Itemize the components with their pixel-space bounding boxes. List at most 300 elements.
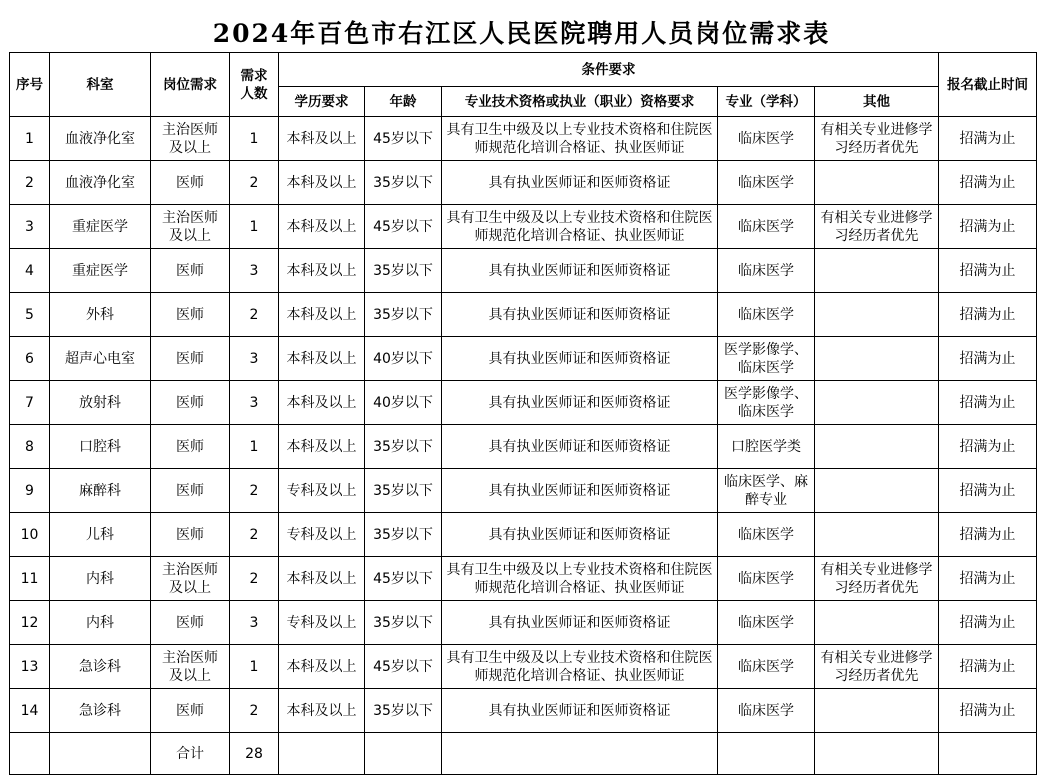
cell-other (815, 249, 939, 293)
cell-major-text: 临床医学 (738, 658, 794, 675)
cell-deadline-text: 招满为止 (959, 350, 1016, 367)
cell-education-text: 本科及以上 (286, 702, 357, 719)
cell-dept (50, 205, 151, 249)
total-empty-6 (939, 733, 1037, 775)
cell-deadline-text: 招满为止 (959, 130, 1016, 147)
cell-age (365, 205, 442, 249)
cell-major-text: 临床医学 (738, 262, 794, 279)
cell-count (230, 337, 279, 381)
cell-major (718, 117, 815, 161)
cell-education-text: 本科及以上 (286, 262, 357, 279)
cell-age-text: 35岁以下 (373, 482, 433, 499)
cell-education (279, 205, 365, 249)
cell-deadline (939, 557, 1037, 601)
cell-age-text: 35岁以下 (373, 702, 433, 719)
total-row (10, 733, 1037, 775)
cell-education-text: 本科及以上 (286, 570, 357, 587)
cell-qualification (442, 337, 718, 381)
cell-count (230, 469, 279, 513)
cell-seq (10, 293, 50, 337)
cell-position (151, 645, 230, 689)
cell-major-text: 临床医学 (738, 614, 794, 631)
cell-major (718, 425, 815, 469)
cell-position (151, 337, 230, 381)
cell-dept-text: 重症医学 (72, 218, 128, 235)
cell-education-text: 专科及以上 (286, 482, 357, 499)
cell-count (230, 205, 279, 249)
cell-age (365, 161, 442, 205)
cell-education (279, 601, 365, 645)
cell-count (230, 161, 279, 205)
cell-education-text: 专科及以上 (286, 614, 357, 631)
cell-other (815, 337, 939, 381)
cell-qualification-text: 具有执业医师证和医师资格证 (488, 438, 671, 455)
cell-dept (50, 601, 151, 645)
cell-deadline (939, 513, 1037, 557)
header-dept: 科室 (50, 53, 151, 117)
cell-other (815, 425, 939, 469)
header-age: 年龄 (365, 87, 442, 117)
cell-deadline-text: 招满为止 (959, 174, 1016, 191)
cell-position-text: 医师 (176, 306, 204, 323)
cell-seq-text: 10 (20, 526, 39, 543)
cell-count (230, 645, 279, 689)
table-row (10, 249, 1037, 293)
cell-deadline-text: 招满为止 (959, 438, 1016, 455)
cell-deadline (939, 161, 1037, 205)
cell-seq (10, 117, 50, 161)
total-empty-2 (365, 733, 442, 775)
cell-count (230, 249, 279, 293)
cell-position-text: 医师 (176, 350, 204, 367)
cell-qualification (442, 293, 718, 337)
cell-other (815, 557, 939, 601)
cell-count-text: 2 (249, 482, 259, 499)
cell-major-text: 医学影像学、临床医学 (724, 341, 808, 376)
cell-position-text: 主治医师及以上 (162, 649, 218, 684)
cell-age (365, 645, 442, 689)
cell-seq-text: 13 (20, 658, 39, 675)
cell-seq (10, 645, 50, 689)
cell-count-text: 1 (249, 438, 259, 455)
cell-age (365, 469, 442, 513)
cell-dept (50, 381, 151, 425)
cell-position (151, 117, 230, 161)
cell-education (279, 117, 365, 161)
cell-dept-text: 内科 (86, 570, 114, 587)
cell-deadline (939, 117, 1037, 161)
cell-position-text: 医师 (176, 614, 204, 631)
cell-education (279, 293, 365, 337)
cell-qualification-text: 具有执业医师证和医师资格证 (488, 702, 671, 719)
total-dept-cell (50, 733, 151, 775)
cell-seq (10, 469, 50, 513)
cell-qualification-text: 具有执业医师证和医师资格证 (488, 614, 671, 631)
cell-deadline-text: 招满为止 (959, 570, 1016, 587)
cell-deadline-text: 招满为止 (959, 702, 1016, 719)
cell-education (279, 469, 365, 513)
cell-major (718, 161, 815, 205)
cell-dept-text: 血液净化室 (65, 174, 135, 191)
cell-major-text: 临床医学 (738, 570, 794, 587)
cell-education-text: 本科及以上 (286, 306, 357, 323)
cell-deadline-text: 招满为止 (959, 306, 1016, 323)
cell-education-text: 本科及以上 (286, 218, 357, 235)
cell-dept-text: 急诊科 (79, 702, 121, 719)
table-row (10, 425, 1037, 469)
total-empty-5 (815, 733, 939, 775)
header-count (230, 53, 279, 117)
cell-age-text: 35岁以下 (373, 614, 433, 631)
header-row-1 (10, 53, 1037, 87)
table-row (10, 513, 1037, 557)
cell-deadline (939, 469, 1037, 513)
cell-seq-text: 8 (25, 438, 34, 455)
cell-age (365, 513, 442, 557)
cell-qualification (442, 469, 718, 513)
cell-major-text: 临床医学、麻醉专业 (724, 473, 808, 508)
total-count: 28 (230, 733, 279, 775)
cell-other-text: 有相关专业进修学习经历者优先 (820, 649, 933, 684)
cell-qualification-text: 具有执业医师证和医师资格证 (488, 174, 671, 191)
cell-seq-text: 7 (25, 394, 34, 411)
cell-other (815, 161, 939, 205)
cell-dept (50, 425, 151, 469)
total-empty-3 (442, 733, 718, 775)
cell-qualification (442, 689, 718, 733)
cell-count (230, 117, 279, 161)
cell-age (365, 689, 442, 733)
cell-deadline-text: 招满为止 (959, 526, 1016, 543)
cell-major-text: 临床医学 (738, 174, 794, 191)
cell-deadline (939, 205, 1037, 249)
cell-position-text: 医师 (176, 262, 204, 279)
recruitment-table (9, 52, 1037, 775)
cell-count-text: 3 (249, 614, 259, 631)
cell-dept (50, 513, 151, 557)
cell-qualification (442, 425, 718, 469)
cell-count (230, 293, 279, 337)
cell-seq-text: 5 (25, 306, 34, 323)
cell-dept-text: 儿科 (86, 526, 114, 543)
cell-age (365, 557, 442, 601)
cell-count-text: 2 (249, 306, 259, 323)
header-position: 岗位需求 (151, 53, 230, 117)
cell-age-text: 35岁以下 (373, 262, 433, 279)
cell-other (815, 381, 939, 425)
cell-dept (50, 689, 151, 733)
cell-education-text: 本科及以上 (286, 394, 357, 411)
cell-qualification (442, 557, 718, 601)
cell-position (151, 205, 230, 249)
cell-qualification (442, 645, 718, 689)
cell-qualification-text: 具有卫生中级及以上专业技术资格和住院医师规范化培训合格证、执业医师证 (446, 209, 713, 244)
cell-dept-text: 超声心电室 (65, 350, 135, 367)
cell-dept (50, 117, 151, 161)
cell-position-text: 主治医师及以上 (162, 209, 218, 244)
cell-major (718, 293, 815, 337)
cell-seq-text: 11 (20, 570, 39, 587)
cell-deadline (939, 645, 1037, 689)
cell-count-text: 3 (249, 394, 259, 411)
cell-education-text: 专科及以上 (286, 526, 357, 543)
cell-education (279, 381, 365, 425)
cell-position-text: 医师 (176, 438, 204, 455)
cell-major (718, 513, 815, 557)
cell-education-text: 本科及以上 (286, 658, 357, 675)
cell-major-text: 临床医学 (738, 218, 794, 235)
cell-position (151, 513, 230, 557)
cell-age (365, 337, 442, 381)
cell-major (718, 205, 815, 249)
cell-age-text: 35岁以下 (373, 306, 433, 323)
cell-education (279, 161, 365, 205)
header-deadline: 报名截止时间 (939, 53, 1037, 117)
cell-education (279, 425, 365, 469)
cell-major (718, 249, 815, 293)
cell-count-text: 3 (249, 350, 259, 367)
cell-count-text: 1 (249, 130, 259, 147)
cell-dept (50, 249, 151, 293)
total-empty-1 (279, 733, 365, 775)
cell-position (151, 689, 230, 733)
cell-age (365, 425, 442, 469)
cell-seq (10, 601, 50, 645)
table-row (10, 689, 1037, 733)
cell-major-text: 医学影像学、临床医学 (724, 385, 808, 420)
cell-seq (10, 381, 50, 425)
cell-education (279, 513, 365, 557)
table-row (10, 381, 1037, 425)
cell-other-text: 有相关专业进修学习经历者优先 (820, 209, 933, 244)
cell-dept (50, 469, 151, 513)
cell-dept (50, 161, 151, 205)
cell-seq (10, 689, 50, 733)
cell-deadline-text: 招满为止 (959, 394, 1016, 411)
cell-other (815, 469, 939, 513)
cell-other (815, 645, 939, 689)
cell-qualification-text: 具有卫生中级及以上专业技术资格和住院医师规范化培训合格证、执业医师证 (446, 561, 713, 596)
cell-education-text: 本科及以上 (286, 130, 357, 147)
cell-deadline (939, 293, 1037, 337)
cell-age-text: 45岁以下 (373, 570, 433, 587)
cell-seq-text: 6 (25, 350, 34, 367)
cell-other (815, 117, 939, 161)
cell-position-text: 医师 (176, 702, 204, 719)
cell-education (279, 557, 365, 601)
cell-age-text: 45岁以下 (373, 130, 433, 147)
cell-major-text: 临床医学 (738, 130, 794, 147)
cell-dept-text: 口腔科 (79, 438, 121, 455)
cell-seq-text: 1 (25, 130, 34, 147)
cell-qualification-text: 具有卫生中级及以上专业技术资格和住院医师规范化培训合格证、执业医师证 (446, 649, 713, 684)
header-major: 专业（学科） (718, 87, 815, 117)
cell-qualification (442, 513, 718, 557)
cell-position (151, 557, 230, 601)
cell-position (151, 425, 230, 469)
cell-dept-text: 重症医学 (72, 262, 128, 279)
table-row (10, 337, 1037, 381)
cell-major (718, 469, 815, 513)
cell-age-text: 45岁以下 (373, 658, 433, 675)
cell-seq-text: 4 (25, 262, 34, 279)
cell-qualification-text: 具有执业医师证和医师资格证 (488, 526, 671, 543)
header-seq: 序号 (10, 53, 50, 117)
cell-dept-text: 血液净化室 (65, 130, 135, 147)
cell-major-text: 口腔医学类 (731, 438, 801, 455)
cell-position (151, 381, 230, 425)
cell-deadline-text: 招满为止 (959, 482, 1016, 499)
cell-deadline (939, 249, 1037, 293)
cell-position (151, 293, 230, 337)
cell-deadline-text: 招满为止 (959, 614, 1016, 631)
cell-seq (10, 425, 50, 469)
table-body (10, 117, 1037, 733)
cell-qualification-text: 具有卫生中级及以上专业技术资格和住院医师规范化培训合格证、执业医师证 (446, 121, 713, 156)
cell-count-text: 1 (249, 218, 259, 235)
cell-count-text: 1 (249, 658, 259, 675)
cell-seq (10, 249, 50, 293)
cell-seq-text: 12 (20, 614, 39, 631)
cell-seq (10, 161, 50, 205)
cell-dept-text: 麻醉科 (79, 482, 121, 499)
table-row (10, 601, 1037, 645)
header-count-label: 需求人数 (240, 67, 268, 102)
cell-qualification-text: 具有执业医师证和医师资格证 (488, 306, 671, 323)
header-other: 其他 (815, 87, 939, 117)
cell-position (151, 249, 230, 293)
cell-deadline (939, 337, 1037, 381)
cell-position-text: 医师 (176, 174, 204, 191)
cell-qualification (442, 381, 718, 425)
cell-dept (50, 337, 151, 381)
cell-other-text: 有相关专业进修学习经历者优先 (820, 121, 933, 156)
cell-position-text: 主治医师及以上 (162, 561, 218, 596)
cell-count (230, 381, 279, 425)
header-education: 学历要求 (279, 87, 365, 117)
cell-major (718, 337, 815, 381)
cell-count (230, 513, 279, 557)
cell-count (230, 689, 279, 733)
cell-deadline-text: 招满为止 (959, 658, 1016, 675)
cell-seq (10, 337, 50, 381)
cell-position (151, 161, 230, 205)
header-qualification: 专业技术资格或执业（职业）资格要求 (442, 87, 718, 117)
cell-deadline-text: 招满为止 (959, 262, 1016, 279)
cell-major (718, 557, 815, 601)
cell-age (365, 293, 442, 337)
cell-qualification (442, 249, 718, 293)
cell-education-text: 本科及以上 (286, 350, 357, 367)
cell-other (815, 689, 939, 733)
cell-major (718, 645, 815, 689)
cell-major (718, 601, 815, 645)
cell-age-text: 40岁以下 (373, 350, 433, 367)
cell-major-text: 临床医学 (738, 306, 794, 323)
cell-education-text: 本科及以上 (286, 438, 357, 455)
cell-seq-text: 9 (25, 482, 34, 499)
cell-dept-text: 内科 (86, 614, 114, 631)
cell-deadline (939, 381, 1037, 425)
cell-count-text: 3 (249, 262, 259, 279)
table-row (10, 557, 1037, 601)
cell-dept-text: 急诊科 (79, 658, 121, 675)
table-row (10, 161, 1037, 205)
table-row (10, 117, 1037, 161)
table-row (10, 469, 1037, 513)
cell-major-text: 临床医学 (738, 702, 794, 719)
cell-age (365, 249, 442, 293)
header-conditions: 条件要求 (279, 53, 939, 87)
cell-deadline (939, 601, 1037, 645)
cell-education (279, 645, 365, 689)
page-title: 2024年百色市右江区人民医院聘用人员岗位需求表 (212, 19, 831, 48)
cell-position-text: 主治医师及以上 (162, 121, 218, 156)
cell-other (815, 513, 939, 557)
cell-other-text: 有相关专业进修学习经历者优先 (820, 561, 933, 596)
cell-deadline (939, 425, 1037, 469)
cell-age-text: 40岁以下 (373, 394, 433, 411)
cell-count (230, 557, 279, 601)
cell-position (151, 601, 230, 645)
cell-dept (50, 557, 151, 601)
cell-seq (10, 513, 50, 557)
cell-qualification-text: 具有执业医师证和医师资格证 (488, 482, 671, 499)
cell-dept (50, 645, 151, 689)
cell-other (815, 205, 939, 249)
cell-education-text: 本科及以上 (286, 174, 357, 191)
cell-age-text: 45岁以下 (373, 218, 433, 235)
cell-count-text: 2 (249, 702, 259, 719)
cell-education (279, 337, 365, 381)
cell-age-text: 35岁以下 (373, 526, 433, 543)
cell-age-text: 35岁以下 (373, 174, 433, 191)
cell-qualification-text: 具有执业医师证和医师资格证 (488, 262, 671, 279)
cell-count-text: 2 (249, 526, 259, 543)
total-label: 合计 (151, 733, 230, 775)
cell-seq-text: 3 (25, 218, 34, 235)
cell-seq-text: 14 (20, 702, 39, 719)
cell-age (365, 601, 442, 645)
cell-seq (10, 557, 50, 601)
cell-deadline (939, 689, 1037, 733)
cell-qualification (442, 601, 718, 645)
table-row (10, 645, 1037, 689)
cell-other (815, 293, 939, 337)
table-row (10, 293, 1037, 337)
cell-dept-text: 外科 (86, 306, 114, 323)
cell-dept-text: 放射科 (79, 394, 121, 411)
cell-count-text: 2 (249, 174, 259, 191)
cell-age (365, 117, 442, 161)
cell-qualification-text: 具有执业医师证和医师资格证 (488, 350, 671, 367)
cell-deadline-text: 招满为止 (959, 218, 1016, 235)
total-empty-4 (718, 733, 815, 775)
cell-qualification (442, 205, 718, 249)
cell-position (151, 469, 230, 513)
cell-major (718, 689, 815, 733)
cell-count (230, 425, 279, 469)
cell-seq (10, 205, 50, 249)
cell-position-text: 医师 (176, 482, 204, 499)
table-row (10, 205, 1037, 249)
cell-major-text: 临床医学 (738, 526, 794, 543)
cell-qualification (442, 161, 718, 205)
cell-count (230, 601, 279, 645)
cell-seq-text: 2 (25, 174, 34, 191)
cell-age (365, 381, 442, 425)
cell-age-text: 35岁以下 (373, 438, 433, 455)
